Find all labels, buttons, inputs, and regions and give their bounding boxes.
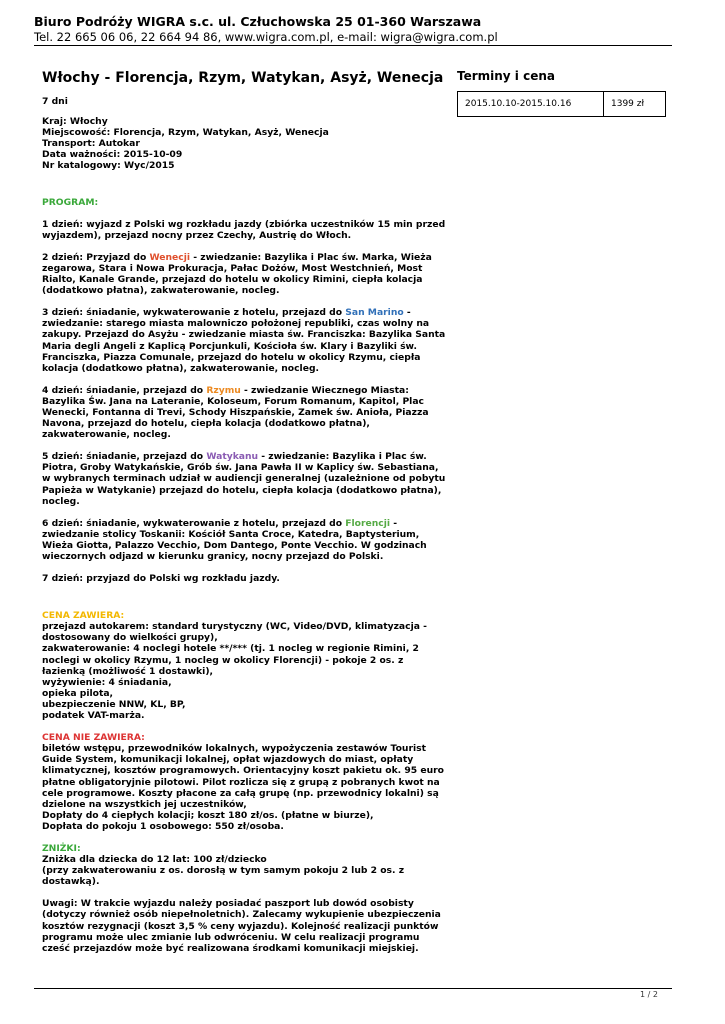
program-day-1: 1 dzień: wyjazd z Polski wg rozkładu jazdy (zbiórka uczestników 15 min przed wyjazdem), przejazd nocny przez Czechy, Austrię do Włoch. [42, 218, 446, 241]
program-day-4 [42, 385, 447, 440]
price-includes-section [42, 610, 447, 721]
info-country: Kraj: Włochy [42, 116, 108, 128]
day-text: - zwiedzanie: Bazylika i Plac św. Piotra, Groby Watykańskie, Grób św. Jana Pawła II w Kaplicy św. Sebastiana, w wybranych terminach udział w audiencji generalnej (uzależnione od pobytu Papieża w Watykanie) przejazd do hotelu, ciepła kolacja (dodatkowo płatna), nocleg. [42, 451, 446, 507]
day-text: 5 dzień: śniadanie, przejazd do [42, 451, 207, 463]
document-header [34, 14, 660, 45]
page-number: 1 / 2 [640, 990, 658, 999]
dates-and-price-panel [457, 69, 666, 109]
price-includes-item: zakwaterowanie: 4 noclegi hotele **/*** (tj. 1 nocleg w regionie Rimini, 2 noclegi w okolicy Rzymu, 1 nocleg w okolicy Florencji) - pokoje 2 os. z łazienką (możliwość 1 dostawki), [42, 643, 419, 677]
trip-duration: 7 dni [42, 96, 68, 107]
price-excludes-item: Dopłaty do 4 ciepłych kolacji; koszt 180 zł/os. (płatne w biurze), [42, 809, 374, 821]
price-includes-item: przejazd autokarem: standard turystyczny (WC, Video/DVD, klimatyzacja - dostosowany do wielkości grupy), [42, 621, 427, 644]
program-day-7: 7 dzień: przyjazd do Polski wg rozkładu jazdy. [42, 573, 280, 585]
program-day-3 [42, 307, 447, 374]
program-section [42, 197, 447, 585]
discounts-heading: ZNIŻKI: [42, 842, 81, 854]
day-text: 3 dzień: śniadanie, wykwaterowanie z hotelu, przejazd do [42, 307, 346, 319]
header-divider [34, 45, 672, 46]
info-catalog-number: Nr katalogowy: Wyc/2015 [42, 160, 175, 172]
price-includes-item: podatek VAT-marża. [42, 710, 145, 722]
price-includes-heading: CENA ZAWIERA: [42, 610, 125, 622]
info-valid-date: Data ważności: 2015-10-09 [42, 149, 183, 161]
day-text: 4 dzień: śniadanie, przejazd do [42, 384, 207, 396]
city-link: Rzymu [206, 384, 241, 396]
discounts-section [42, 843, 447, 887]
dates-and-price-heading: Terminy i cena [457, 69, 555, 83]
price-excludes-item: Dopłata do pokoju 1 osobowego: 550 zł/osoba. [42, 820, 284, 832]
info-transport: Transport: Autokar [42, 138, 140, 150]
notes-paragraph: Uwagi: W trakcie wyjazdu należy posiadać paszport lub dowód osobisty (dotyczy również osób niepełnoletnich). Zalecamy wykupienie ubezpieczenia kosztów rezygnacji (koszt 3,5 % ceny wyjazdu). Kolejność realizacji punktów programu może ulec zmianie lub odwróceniu. W celu realizacji programu cześć przejazdów może być realizowana środkami komunikacji miejskiej. [42, 898, 441, 954]
program-day-2 [42, 252, 447, 296]
price-excludes-section [42, 732, 447, 832]
day-text: - zwiedzanie: starego miasta malowniczo położonej republiki, czas wolny na zakupy. Przejazd do Asyżu - zwiedzanie miasta św. Franciszka: Bazylika Santa Maria degli Angeli z Kaplicą Porcjunkuli, Kościoła św. Klary i Bazyliki św. Franciszka, Piazza Comunale, przejazd do hotelu w okolicy Rzymu, ciepła kolacja (dodatkowo płatna), zakwaterowanie, nocleg. [42, 307, 446, 374]
day-text: - zwiedzanie: Bazylika i Plac św. Marka, Wieża zegarowa, Stara i Nowa Prokuracja, Pałac Dożów, Most Westchnień, Most Rialto, Kanale Grande, przejazd do hotelu w okolicy Rimini, ciepła kolacja (dodatkowo płatna), zakwaterowanie, nocleg. [42, 251, 432, 297]
program-heading: PROGRAM: [42, 196, 99, 208]
day-text: 6 dzień: śniadanie, wykwaterowanie z hotelu, przejazd do [42, 517, 346, 529]
program-day-5 [42, 451, 447, 506]
date-range-cell: 2015.10.10-2015.10.16 [458, 92, 604, 116]
program-day-6 [42, 518, 447, 562]
dates-price-table [457, 91, 666, 117]
discount-item: Zniżka dla dziecka do 12 lat: 100 zł/dziecko [42, 854, 267, 866]
price-excludes-item: biletów wstępu, przewodników lokalnych, wypożyczenia zestawów Tourist Guide System, komunikacji lokalnej, opłat wjazdowych do miast, opłaty klimatycznej, kosztów programowych. Orientacyjny koszt pakietu ok. 95 euro płatne obligatoryjnie pilotowi. Pilot rozlicza się z grupą z pobranych kwot na cele programowe. Koszty płacone za całą grupę (np. przewodnicy lokalni) są dzielone na wszystkich jej uczestników, [42, 743, 444, 810]
city-link: Watykanu [206, 451, 259, 463]
contact-line: Tel. 22 665 06 06, 22 664 94 86, www.wigra.com.pl, e-mail: wigra@wigra.com.pl [34, 30, 498, 44]
discount-item: (przy zakwaterowaniu z os. dorosłą w tym samym pokoju 2 lub 2 os. z dostawką). [42, 865, 405, 888]
city-link: Wenecji [149, 251, 191, 263]
company-line: Biuro Podróży WIGRA s.c. ul. Człuchowska 25 01-360 Warszawa [34, 14, 482, 29]
price-includes-item: wyżywienie: 4 śniadania, [42, 676, 172, 688]
day-text: 2 dzień: Przyjazd do [42, 251, 150, 263]
price-cell: 1399 zł [611, 99, 645, 109]
footer-divider [34, 988, 672, 989]
trip-info [42, 116, 447, 171]
city-link: San Marino [345, 307, 404, 319]
city-link: Florencji [345, 517, 391, 529]
trip-description [42, 70, 447, 954]
price-includes-item: ubezpieczenie NNW, KL, BP, [42, 698, 186, 710]
info-locations: Miejscowość: Florencja, Rzym, Watykan, Asyż, Wenecja [42, 127, 329, 139]
day-text: - zwiedzanie Wiecznego Miasta: Bazylika Św. Jana na Lateranie, Koloseum, Forum Romanum, Kapitol, Plac Wenecki, Fontanna di Trevi, Schody Hiszpańskie, Zamek św. Anioła, Piazza Navona, przejazd do hotelu, ciepła kolacja (dodatkowo płatna), zakwaterowanie, nocleg. [42, 384, 429, 441]
trip-title: Włochy - Florencja, Rzym, Watykan, Asyż, Wenecja [42, 70, 444, 86]
day-text: - zwiedzanie stolicy Toskanii: Kościół Santa Croce, Katedra, Baptysterium, Wieża Giotta, Palazzo Vecchio, Dom Dantego, Ponte Vecchio. W godzinach wieczornych odjazd w kierunku granicy, nocny przejazd do Polski. [42, 517, 427, 562]
price-excludes-heading: CENA NIE ZAWIERA: [42, 732, 145, 744]
price-includes-item: opieka pilota, [42, 687, 114, 699]
